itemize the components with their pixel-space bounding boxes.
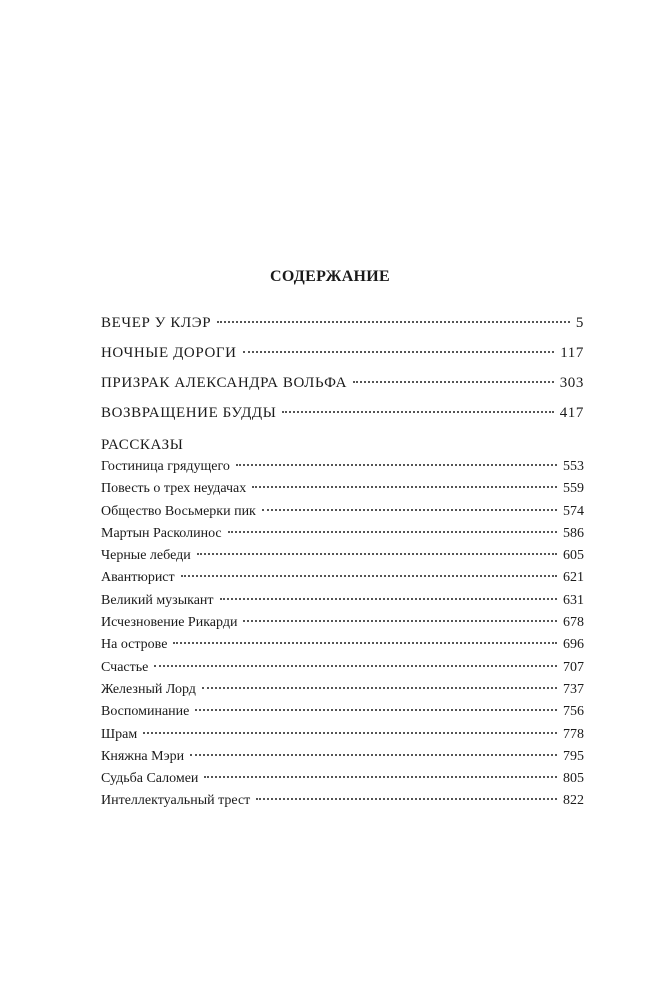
toc-entry-title: Мартын Расколинос bbox=[101, 525, 222, 541]
dot-leader bbox=[204, 776, 557, 778]
toc-entry-page: 303 bbox=[559, 375, 584, 391]
toc-story-entry bbox=[101, 501, 584, 523]
dot-leader bbox=[181, 575, 557, 577]
dot-leader bbox=[262, 509, 557, 511]
dot-leader bbox=[173, 642, 557, 644]
toc-entry-page: 621 bbox=[563, 570, 584, 586]
toc-entry-page: 778 bbox=[563, 726, 584, 742]
toc-entry-page: 822 bbox=[563, 793, 584, 809]
toc-entry-title: Великий музыкант bbox=[101, 592, 214, 608]
toc-entry-page: 605 bbox=[563, 548, 584, 564]
toc-entry-page: 737 bbox=[563, 681, 584, 697]
toc-entry-title: ПРИЗРАК АЛЕКСАНДРА ВОЛЬФА bbox=[101, 375, 348, 391]
toc-story-entry bbox=[101, 634, 584, 656]
toc-entry-title: Княжна Мэри bbox=[101, 748, 185, 764]
toc-entry-page: 559 bbox=[563, 481, 584, 497]
dot-leader bbox=[202, 687, 557, 689]
toc-entry bbox=[101, 308, 584, 338]
toc-entry bbox=[101, 368, 584, 398]
toc-entry-title: ВОЗВРАЩЕНИЕ БУДДЫ bbox=[101, 405, 277, 421]
toc-story-entry bbox=[101, 657, 584, 679]
toc-entry-title: Воспоминание bbox=[101, 704, 190, 720]
toc-entry-title: Общество Восьмерки пик bbox=[101, 503, 256, 519]
toc-entry-title: Счастье bbox=[101, 659, 149, 675]
table-of-contents bbox=[101, 308, 584, 813]
dot-leader bbox=[154, 665, 557, 667]
toc-entry-title: Железный Лорд bbox=[101, 681, 196, 697]
toc-entry bbox=[101, 398, 584, 428]
toc-entry-page: 553 bbox=[563, 459, 584, 474]
toc-title: СОДЕРЖАНИЕ bbox=[269, 268, 391, 285]
toc-entry-title: Авантюрист bbox=[101, 570, 175, 586]
dot-leader bbox=[217, 321, 570, 323]
dot-leader bbox=[282, 411, 553, 413]
dot-leader bbox=[256, 798, 557, 800]
toc-entry-page: 696 bbox=[563, 637, 584, 653]
toc-entry-page: 574 bbox=[563, 503, 584, 519]
toc-entry-page: 678 bbox=[563, 615, 584, 631]
toc-story-entry bbox=[101, 746, 584, 768]
toc-entry-title: Судьба Саломеи bbox=[101, 771, 199, 787]
toc-entry-page: 5 bbox=[575, 315, 584, 331]
toc-entry-title: Гостиница грядущего bbox=[101, 459, 230, 474]
toc-entry-title: Интеллектуальный трест bbox=[101, 793, 251, 809]
toc-entry-page: 795 bbox=[563, 748, 584, 764]
toc-story-entry bbox=[101, 478, 584, 500]
dot-leader bbox=[143, 732, 557, 734]
toc-story-entry bbox=[101, 724, 584, 746]
toc-entry bbox=[101, 338, 584, 368]
toc-story-entry bbox=[101, 456, 584, 478]
toc-entry-page: 707 bbox=[563, 659, 584, 675]
toc-story-entry bbox=[101, 590, 584, 612]
dot-leader bbox=[236, 464, 557, 466]
dot-leader bbox=[220, 598, 557, 600]
toc-entry-title: На острове bbox=[101, 637, 168, 653]
toc-story-entry bbox=[101, 612, 584, 634]
toc-story-entry bbox=[101, 679, 584, 701]
toc-story-entry bbox=[101, 523, 584, 545]
toc-entry-page: 805 bbox=[563, 771, 584, 787]
dot-leader bbox=[228, 531, 557, 533]
dot-leader bbox=[243, 620, 557, 622]
toc-entry-title: Черные лебеди bbox=[101, 548, 191, 564]
dot-leader bbox=[243, 351, 555, 353]
toc-entry-title: Шрам bbox=[101, 726, 138, 742]
toc-story-entry bbox=[101, 790, 584, 812]
toc-entry-title: Исчезновение Рикарди bbox=[101, 615, 238, 631]
dot-leader bbox=[190, 754, 557, 756]
toc-story-entry bbox=[101, 701, 584, 723]
toc-entry-page: 756 bbox=[563, 704, 584, 720]
toc-entry-page: 117 bbox=[560, 345, 584, 361]
stories-heading: РАССКАЗЫ bbox=[101, 437, 184, 453]
toc-entry-page: 631 bbox=[563, 592, 584, 608]
toc-entry-page: 417 bbox=[559, 405, 584, 421]
toc-story-entry bbox=[101, 567, 584, 589]
toc-entry-title: ВЕЧЕР У КЛЭР bbox=[101, 315, 212, 331]
dot-leader bbox=[197, 553, 557, 555]
dot-leader bbox=[252, 486, 557, 488]
toc-story-entry bbox=[101, 768, 584, 790]
dot-leader bbox=[353, 381, 554, 383]
toc-story-entry bbox=[101, 545, 584, 567]
toc-entry-title: Повесть о трех неудачах bbox=[101, 481, 247, 497]
dot-leader bbox=[195, 709, 557, 711]
toc-entry-page: 586 bbox=[563, 525, 584, 541]
toc-entry-title: НОЧНЫЕ ДОРОГИ bbox=[101, 345, 237, 361]
